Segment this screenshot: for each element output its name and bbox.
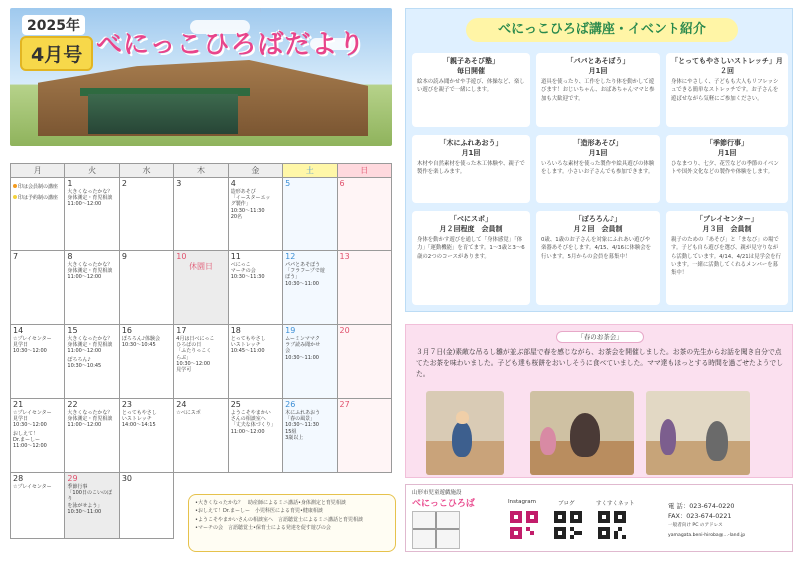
tea-party-photo xyxy=(530,391,634,475)
weekday-mon: 月 xyxy=(11,164,65,178)
event-card: 「季節行事」 月1回 ひなまつり、七夕、花笠などの季節のイベントや国外文化などの製作や体験をします。 xyxy=(666,135,788,203)
day-event: パパとあそぼう 「フラフープで遊 ぼう」 10:30〜11:00 xyxy=(285,262,325,287)
calendar-day: 26 木にふれあおう 「春の風景」 10:30〜11:30 15組 3歳以上 xyxy=(283,399,337,473)
pc-address-label: 一般者向け PC のアドレス xyxy=(668,523,723,528)
calendar-day: 5 xyxy=(283,178,337,251)
day-event: べにっこ マーチの会 10:30〜11:30 xyxy=(230,262,265,281)
note-item: •マーチの会 言語聴覚士•保育士による発達を促す遊びの会 xyxy=(195,525,331,532)
legend-reservation: 印は予約制の講座 xyxy=(13,195,62,201)
day-event: 季節行事 「100日のこいのぼり を泳がせよう」 10:30〜11:00 xyxy=(67,484,112,515)
building-window xyxy=(88,94,238,134)
calendar-day: 21 ☆プレイセンター 見学日 10:30〜12:00 おしえて！ Dr.まーしー 11:00〜12:00 xyxy=(11,399,65,473)
tea-party-text: ３月７日(金)素敵な吊るし雛が並ぶ部屋で春を感じながら、お茶会を開催しました。お茶の先生からお話を聞き自分で点てたお茶を味わいました。子ども達も桜餅をおいしそうに食べていました。ママ達もほっとする時間を過ごせたようでした。 xyxy=(416,348,784,378)
calendar-day: 22 大きくなったかな？ 身体測定・育児相談 11:00〜12:00 xyxy=(65,399,119,473)
calendar-day: 4 造形あそび 「イースターエッ グ製作」 10:30〜11:30 20名 xyxy=(228,178,282,251)
day-event: 造形あそび 「イースターエッ グ製作」 10:30〜11:30 20名 xyxy=(230,189,271,220)
calendar-day: 2 xyxy=(119,178,173,251)
calendar-day: 24 ☆べにスポ xyxy=(174,399,228,473)
day-event: 大きくなったかな？ 身体測定・育児相談 11:00〜12:00 xyxy=(67,262,113,281)
day-event: 大きくなったかな？ 身体測定・育児相談 11:00〜12:00 xyxy=(67,410,113,429)
day-event: おしえて！ Dr.まーしー 11:00〜12:00 xyxy=(13,430,47,450)
newsletter-logo-text: べにっこひろばだより xyxy=(96,30,366,60)
calendar-day: 3 xyxy=(174,178,228,251)
day-event: ぽろろん♪体験会 10:30〜10:45 xyxy=(121,336,161,349)
header-banner xyxy=(10,8,392,146)
calendar-day: 19 ムーミンママク ラブ読み聞かせ 会 10:30〜11:00 xyxy=(283,325,337,399)
weekday-wed: 水 xyxy=(119,164,173,178)
calendar-day: 18 とってもやさし いストレッチ 10:45〜11:00 xyxy=(228,325,282,399)
calendar-day: 20 xyxy=(337,325,391,399)
note-item: •大きくなったかな？ 助産師によるミニ講話•身体測定と育児相談 xyxy=(195,500,346,506)
fax-number: FAX：023-674-0221 xyxy=(668,512,732,520)
calendar-table xyxy=(10,163,392,539)
tea-party-photo xyxy=(646,391,750,475)
calendar-day: 30 xyxy=(119,473,173,539)
weekday-sun: 日 xyxy=(337,164,391,178)
day-event: 木にふれあおう 「春の風景」 10:30〜11:30 15組 3歳以上 xyxy=(285,410,321,441)
calendar-day: 15 大きくなったかな？ 身体測定・育児相談 11:00〜12:00 ぽろろん♪ 10:30〜10:45 xyxy=(65,325,119,399)
blog-qr-icon[interactable] xyxy=(554,511,582,539)
calendar-day: 9 xyxy=(119,251,173,325)
event-card: 「親子あそび塾」 毎日開催 絵本の読み聞かせや手遊び、体操など、楽しい遊びを親子で一緒にします。 xyxy=(412,53,530,127)
calendar-week xyxy=(11,399,392,473)
email-address[interactable]: yamagata.beni-hiroba@…-land.jp xyxy=(668,533,746,538)
calendar-day: 1 大きくなったかな？ 身体測定・育児相談 11:00〜12:00 xyxy=(65,178,119,251)
calendar-day-holiday: 29 季節行事 「100日のこいのぼり を泳がせよう」 10:30〜11:00 xyxy=(65,473,119,539)
calendar-week xyxy=(11,178,392,251)
events-page xyxy=(405,8,793,560)
yellow-dot-icon xyxy=(13,195,17,199)
note-item: •おしえて！Dr.まーしー 小児科医による育児•健康相談 xyxy=(195,508,323,515)
day-event: ☆プレイセンター 見学日 10:30〜12:00 xyxy=(13,410,52,429)
day-event: 大きくなったかな？ 身体測定・育児相談 11:00〜12:00 xyxy=(67,336,113,355)
day-event: 4月は日べにっこ ひろばの日 「ふたりっこく らぶ」 10:30〜12:00 見学可 xyxy=(176,336,215,374)
events-title: べにっこひろば講座・イベント紹介 xyxy=(466,18,738,42)
calendar-week xyxy=(11,251,392,325)
qr-label-net: すくすくネット xyxy=(596,501,635,507)
event-card: 「造形あそび」 月1回 いろいろな素材を使った製作や絵具遊びの体験をします。小さいお子さんでも参加できます。 xyxy=(536,135,660,203)
tea-party-title: 「春のお茶会」 xyxy=(556,331,644,343)
calendar-day: 23 とってもやさし いストレッチ 14:00〜14:15 xyxy=(119,399,173,473)
calendar-day: 6 xyxy=(337,178,391,251)
orange-dot-icon xyxy=(13,184,17,188)
contact-info xyxy=(668,501,745,541)
calendar-day-holiday: 10 休園日 xyxy=(174,251,228,325)
day-event: ☆べにスポ xyxy=(176,410,201,416)
event-card: 「木にふれあおう」 月1回 木材や自然素材を使った木工体験や、親子で製作を楽しみます。 xyxy=(412,135,530,203)
day-event: ☆プレイセンター 見学日 10:30〜12:00 xyxy=(13,336,52,355)
day-event: ぽろろん♪ 10:30〜10:45 xyxy=(67,356,102,369)
calendar-day: 16 ぽろろん♪体験会 10:30〜10:45 xyxy=(119,325,173,399)
event-card: 「とってもやさしいストレッチ」月２回 身体にやさしく、子どもも大人もリフレッシュできる簡単なストレッチです。お子さんを遊ばせながら気軽にご参加ください。 xyxy=(666,53,788,127)
holiday-label: 休園日 xyxy=(188,262,213,271)
day-event: ☆プレイセンター xyxy=(13,484,52,490)
calendar-day: 27 xyxy=(337,399,391,473)
calendar-legend-cell xyxy=(11,178,65,251)
day-event: 大きくなったかな？ 身体測定・育児相談 11:00〜12:00 xyxy=(67,189,113,208)
note-item: •ようこそやまかいさんの相談室へ 言語聴覚士によるミニ講話と育児相談 xyxy=(195,516,363,523)
calendar-day: 13 xyxy=(337,251,391,325)
calendar-day: 11 べにっこ マーチの会 10:30〜11:30 xyxy=(228,251,282,325)
day-event: とってもやさし いストレッチ 14:00〜14:15 xyxy=(121,410,157,429)
events-section xyxy=(405,8,793,312)
legend-member: 印は会員制の講座 xyxy=(13,184,62,190)
calendar-notes xyxy=(188,494,396,552)
calendar-day: 28 ☆プレイセンター xyxy=(11,473,65,539)
event-card: 「ぽろろん♪」 月２回 会員制 0歳、1歳のお子さんを対象にふれあい遊びや楽器あそびをします。4/15、4/16に体験会を行います。5月からの会員を募集中！ xyxy=(536,211,660,305)
facility-logo: べにっこひろば xyxy=(412,499,475,509)
calendar-day: 25 ようこそやまかい さんの相談室へ 「丈夫な体づくり」 11:00〜12:00 xyxy=(228,399,282,473)
day-event: ようこそやまかい さんの相談室へ 「丈夫な体づくり」 11:00〜12:00 xyxy=(230,410,276,435)
net-qr-icon[interactable] xyxy=(598,511,626,539)
calendar-day: 8 大きくなったかな？ 身体測定・育児相談 11:00〜12:00 xyxy=(65,251,119,325)
newsletter-logo xyxy=(96,24,365,61)
weekday-sat: 土 xyxy=(283,164,337,178)
calendar-day: 7 xyxy=(11,251,65,325)
calendar-week xyxy=(11,325,392,399)
tea-party-photo xyxy=(426,391,504,475)
weekday-fri: 金 xyxy=(228,164,282,178)
event-card: 「パパとあそぼう」 月1回 道具を使ったり、工作をしたり体を動かして遊びます！おじいちゃん、おばあちゃんママと参加も大歓迎です。 xyxy=(536,53,660,127)
weekday-tue: 火 xyxy=(65,164,119,178)
weekday-thu: 木 xyxy=(174,164,228,178)
instagram-qr-icon[interactable] xyxy=(510,511,538,539)
tea-party-section xyxy=(405,324,793,478)
day-event: とってもやさし いストレッチ 10:45〜11:00 xyxy=(230,336,266,355)
facility-name: 山形市児童遊戯施設 xyxy=(412,490,462,496)
issue-month: 4月号 xyxy=(20,36,93,71)
calendar-header-row xyxy=(11,164,392,178)
calendar-day: 14 ☆プレイセンター 見学日 10:30〜12:00 xyxy=(11,325,65,399)
qr-label-instagram: Instagram xyxy=(508,499,536,505)
issue-year: 2025年 xyxy=(22,15,85,35)
qr-label-blog: ブログ xyxy=(558,501,575,507)
event-card: 「べにスポ」 月２回程度 会員制 身体を動かす遊びを通して「身体感覚」「体力」「運動機能」を育てます。1〜3歳と3〜6歳の2つのコースがあります。 xyxy=(412,211,530,305)
calendar-day: 17 4月は日べにっこ ひろばの日 「ふたりっこく らぶ」 10:30〜12:00 見学可 xyxy=(174,325,228,399)
map-image xyxy=(412,511,460,549)
phone-number: 電 話：023-674-0220 xyxy=(668,502,735,510)
contact-section xyxy=(405,484,793,552)
calendar-page xyxy=(10,8,392,560)
calendar-day: 12 パパとあそぼう 「フラフープで遊 ぼう」 10:30〜11:00 xyxy=(283,251,337,325)
event-card: 「プレイセンター」 月３回 会員制 親子のための「あそび」と「まなび」の場です。子ども自ら遊びを選び、親が見守りながら活動しています。4/14、4/21は見学会を行います。一緒に活動してくれるメンバーを募集中！ xyxy=(666,211,788,305)
day-event: ムーミンママク ラブ読み聞かせ 会 10:30〜11:00 xyxy=(285,336,321,361)
